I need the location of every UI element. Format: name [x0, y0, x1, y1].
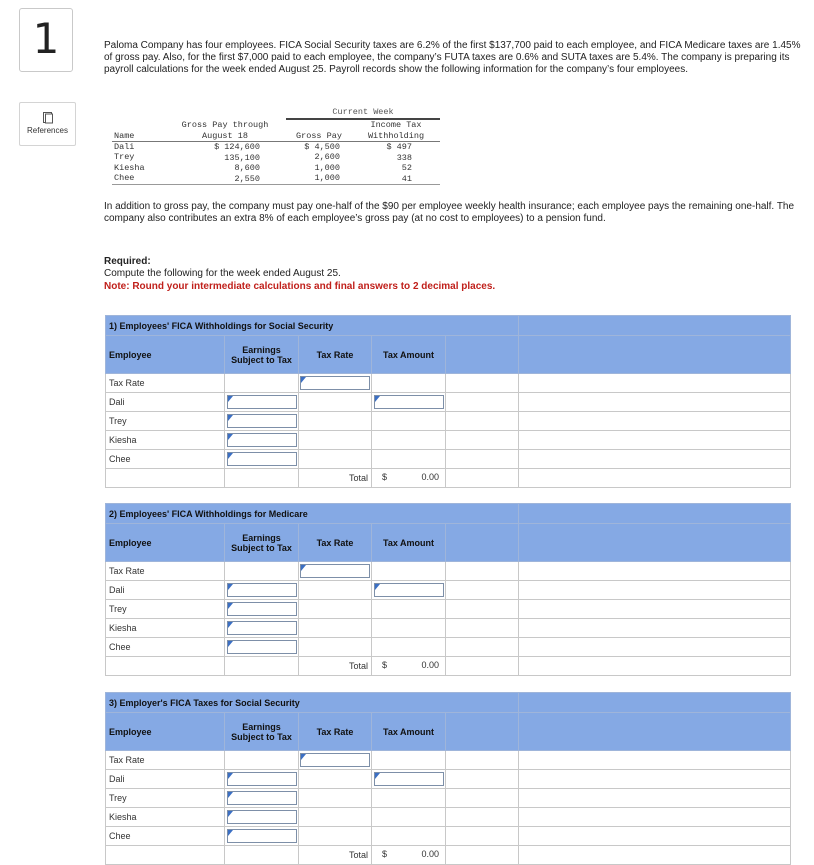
tax-rate-input[interactable]	[300, 376, 370, 390]
tax-amount-header: Tax Amount	[372, 336, 446, 374]
record-gross-through: 8,600	[234, 163, 260, 174]
col-gross-through-header: Gross Pay through	[181, 120, 269, 130]
tax-rate-label: Tax Rate	[106, 562, 225, 581]
earnings-input[interactable]	[227, 414, 297, 428]
employee-name: Chee	[106, 450, 225, 469]
total-value: $ 0.00	[372, 469, 446, 488]
earnings-input[interactable]	[227, 583, 297, 597]
earnings-input[interactable]	[227, 452, 297, 466]
total-label: Total	[299, 657, 372, 676]
record-name: Dali	[114, 141, 135, 152]
record-withholding: 52	[401, 163, 412, 174]
section-title: 2) Employees' FICA Withholdings for Medicare	[106, 504, 519, 524]
tax-rate-input[interactable]	[300, 753, 370, 767]
earnings-header: Earnings Subject to Tax	[225, 524, 299, 562]
required-title: Required:	[104, 256, 151, 267]
earnings-input[interactable]	[227, 621, 297, 635]
header-rule	[112, 141, 440, 142]
earnings-input[interactable]	[227, 395, 297, 409]
employee-name: Dali	[106, 770, 225, 789]
earnings-input[interactable]	[227, 810, 297, 824]
earnings-input[interactable]	[227, 640, 297, 654]
tax-rate-label: Tax Rate	[106, 751, 225, 770]
earnings-header: Earnings Subject to Tax	[225, 713, 299, 751]
tax-rate-label: Tax Rate	[106, 374, 225, 393]
col-name-header: Name	[114, 131, 135, 141]
employee-name: Trey	[106, 789, 225, 808]
total-value: $ 0.00	[372, 846, 446, 865]
record-gross-through: 135,100	[224, 152, 260, 163]
health-insurance-text: In addition to gross pay, the company must pay one-half of the $90 per employee weekly health insurance; each employee pays the remaining one-half. The company also contributes an extra 8% of each employee’s gross pay (at no cost to employees) to a pension fund.	[104, 201, 795, 224]
employee-name: Kiesha	[106, 808, 225, 827]
section-3-table	[105, 692, 791, 865]
record-gross-pay: $ 4,500	[304, 141, 340, 152]
tax-amount-input[interactable]	[374, 772, 444, 786]
record-gross-pay: 1,000	[314, 173, 340, 184]
employee-name: Dali	[106, 393, 225, 412]
total-label: Total	[299, 469, 372, 488]
col-income-tax-header: Income Tax	[370, 120, 422, 130]
references-label: References	[27, 126, 68, 135]
earnings-input[interactable]	[227, 602, 297, 616]
employee-name: Chee	[106, 827, 225, 846]
employee-name: Kiesha	[106, 619, 225, 638]
tax-amount-input[interactable]	[374, 395, 444, 409]
employee-header: Employee	[106, 524, 225, 562]
record-withholding: 338	[396, 152, 412, 163]
employee-name: Kiesha	[106, 431, 225, 450]
employee-header: Employee	[106, 713, 225, 751]
earnings-input[interactable]	[227, 829, 297, 843]
earnings-input[interactable]	[227, 772, 297, 786]
record-gross-pay: 1,000	[314, 162, 340, 173]
record-withholding: 41	[401, 173, 412, 184]
total-value: $ 0.00	[372, 657, 446, 676]
tax-amount-header: Tax Amount	[372, 524, 446, 562]
record-gross-through: $ 124,600	[214, 142, 260, 152]
record-name: Kiesha	[114, 162, 145, 173]
tax-rate-header: Tax Rate	[299, 524, 372, 562]
earnings-header: Earnings Subject to Tax	[225, 336, 299, 374]
tax-amount-header: Tax Amount	[372, 713, 446, 751]
tax-rate-header: Tax Rate	[299, 336, 372, 374]
book-icon	[42, 111, 54, 124]
section-title: 1) Employees' FICA Withholdings for Social Security	[106, 316, 519, 336]
tax-amount-input[interactable]	[374, 583, 444, 597]
section-1-table	[105, 315, 791, 488]
employee-name: Trey	[106, 600, 225, 619]
record-name: Trey	[114, 152, 135, 163]
employee-name: Trey	[106, 412, 225, 431]
earnings-input[interactable]	[227, 791, 297, 805]
section-2-table	[105, 503, 791, 676]
earnings-input[interactable]	[227, 433, 297, 447]
record-gross-through: 2,550	[234, 173, 260, 184]
record-name: Chee	[114, 173, 135, 184]
tax-rate-header: Tax Rate	[299, 713, 372, 751]
intro-text: Paloma Company has four employees. FICA Social Security taxes are 6.2% of the first $137,700 paid to each employee, and FICA Medicare taxes are 1.45% of gross pay. Also, for the first $7,000 paid to each employee, the company’s FUTA taxes are 0.6% and SUTA taxes are 5.4%. The company is preparing its payroll calculations for the week ended August 25. Payroll records show the following information for the company’s four employees.	[104, 40, 801, 75]
tax-rate-input[interactable]	[300, 564, 370, 578]
current-week-header: Current Week	[286, 107, 440, 120]
employee-name: Dali	[106, 581, 225, 600]
record-gross-pay: 2,600	[314, 152, 340, 163]
employee-name: Chee	[106, 638, 225, 657]
section-title: 3) Employer's FICA Taxes for Social Security	[106, 693, 519, 713]
total-label: Total	[299, 846, 372, 865]
question-number: 1	[19, 8, 73, 72]
employee-header: Employee	[106, 336, 225, 374]
col-gross-through-header-2: August 18	[202, 130, 248, 141]
rounding-note: Note: Round your intermediate calculations and final answers to 2 decimal places.	[104, 281, 496, 292]
references-button[interactable]	[19, 102, 76, 146]
record-withholding: $ 497	[386, 142, 412, 152]
col-gross-pay-header: Gross Pay	[296, 131, 342, 141]
col-withholding-header: Withholding	[367, 130, 425, 141]
required-instruction: Compute the following for the week ended August 25.	[104, 268, 341, 279]
footer-rule	[112, 184, 440, 185]
